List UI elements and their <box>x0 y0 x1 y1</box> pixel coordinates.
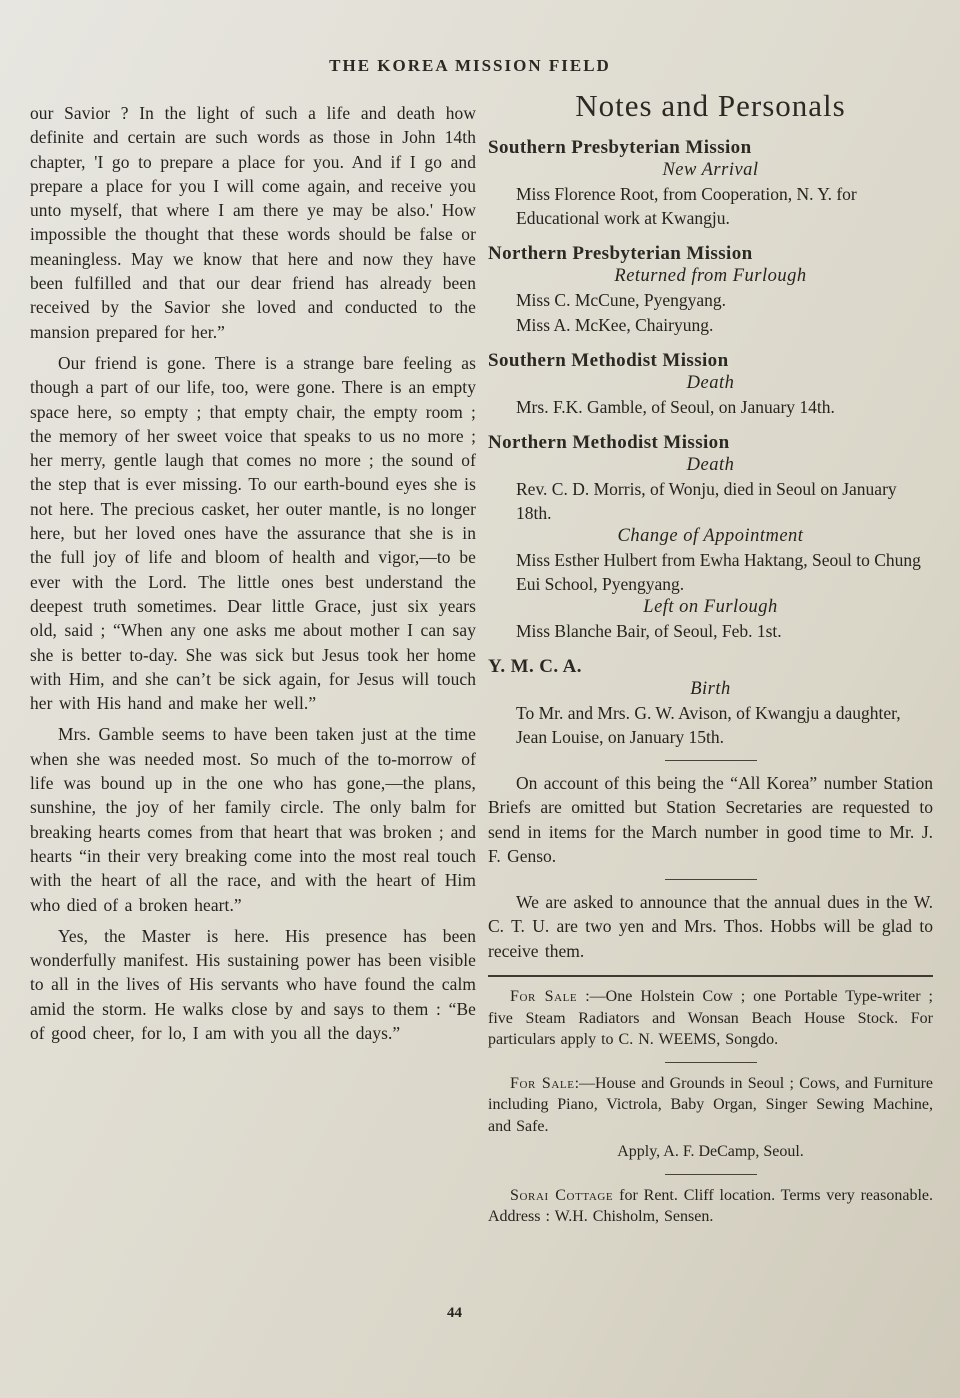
subheading: Returned from Furlough <box>614 266 807 286</box>
divider-rule <box>665 1174 757 1175</box>
notice-paragraph: On account of this being the “All Korea” number Station Briefs are omitted but Station Secretaries are requested to send in items for the March number in good time to Mr. J. F. Genso. <box>488 773 933 866</box>
mission-heading: Southern Presbyterian Mission <box>488 137 752 158</box>
mission-heading: Southern Methodist Mission <box>488 350 729 371</box>
entry: Rev. C. D. Morris, of Wonju, died in Seoul on January 18th. <box>516 479 897 523</box>
entry: Miss Florence Root, from Cooperation, N. Y. for Educational work at Kwangju. <box>516 184 857 228</box>
subheading: Left on Furlough <box>643 597 778 617</box>
article-paragraph: Our friend is gone. There is a strange bare feeling as though a part of our life, too, were gone. There is an empty space here, so empty ; that empty chair, the empty room ; the memory of her sweet voice that speaks to us no more ; her merry, gentle laugh that comes no more ; the sound of the step that is ever missing. To our earth-bound eyes she is not here. The precious casket, her outer mantle, is no longer here, but her loved ones have the assurance that she is in the full joy of life and bloom of health and vigor,—to be ever with the Lord. The little ones best understand the deepest truth sometimes. Dear little Grace, just six years old, said ; “When any one asks me about mother I can say she is better to-day. She was sick but Jesus took her home with Him, and she can’t be sick again, for Jesus will touch her with His hand and make her well.” <box>30 352 476 714</box>
mission-section-southern-methodist <box>488 350 933 419</box>
article-paragraph: our Savior ? In the light of such a life and death how definite and certain are such words as those in John 14th chapter, 'I go to prepare a place for you. And if I go and prepare a place for you I will come again, and receive you unto myself, that where I am there ye may be also.' How impossible the thought that these words should be false or meaningless. May we know that here and now they have been fulfilled and that our dear friend has already been received by the Savior she loved and conducted to the mansion prepared for her.” <box>30 103 476 342</box>
ad-lead: For Sale <box>510 988 578 1006</box>
article-paragraph: Yes, the Master is here. His presence has been wonderfully manifest. His sustaining power has been visible to all in the lives of His servants who have found the calm amid the storm. He walks close by and says to them : “Be of good cheer, for lo, I am with you all the days.” <box>30 925 476 1043</box>
ad-lead: For Sale <box>510 1074 575 1092</box>
mission-heading: Northern Methodist Mission <box>488 432 730 453</box>
ad-lead: Sorai Cottage <box>510 1186 614 1204</box>
section-divider-rule <box>488 975 933 977</box>
ad-body: for Rent. Cliff location. Terms very reasonable. Address : W.H. Chisholm, Sensen. <box>488 1186 933 1226</box>
entry: Miss A. McKee, Chairyung. <box>516 315 714 335</box>
notice-paragraph: We are asked to announce that the annual dues in the W. C. T. U. are two yen and Mrs. Thos. Hobbs will be glad to receive them. <box>488 892 933 961</box>
divider-rule <box>665 1062 757 1063</box>
ad-body: :—One Holstein Cow ; one Portable Type-writer ; five Steam Radiators and Wonsan Beach House Stock. For particulars apply to C. N. WEEMS, Songdo. <box>488 988 933 1049</box>
notes-and-personals-title: Notes and Personals <box>575 88 846 123</box>
mission-heading: Northern Presbyterian Mission <box>488 243 753 264</box>
subheading: Death <box>686 373 735 393</box>
entry: Mrs. F.K. Gamble, of Seoul, on January 14th. <box>516 397 835 417</box>
mission-heading: Y. M. C. A. <box>488 656 582 677</box>
subheading: Change of Appointment <box>617 526 804 546</box>
mission-section-southern-presbyterian <box>488 137 933 230</box>
mission-section-northern-methodist <box>488 432 933 643</box>
classified-ad <box>488 1185 933 1228</box>
ad-apply-line: Apply, A. F. DeCamp, Seoul. <box>617 1143 804 1161</box>
mission-section-northern-presbyterian <box>488 243 933 337</box>
entry: Miss C. McCune, Pyengyang. <box>516 290 726 310</box>
page-header-title: THE KOREA MISSION FIELD <box>329 56 611 75</box>
classified-ad <box>488 986 933 1051</box>
classified-ad <box>488 1073 933 1138</box>
mission-section-ymca <box>488 656 933 749</box>
left-column <box>30 101 476 1052</box>
article-paragraph: Mrs. Gamble seems to have been taken just at the time when she was needed most. So much of the to-morrow of life was bound up in the one who has gone,—the plans, sunshine, the joy of her family circle. The only balm for breaking hearts comes from that heart that was broken ; and hearts “in their very breaking come into the most real touch with the heart of all the race, and with the heart of Him who died of a broken heart.” <box>30 724 476 915</box>
entry: To Mr. and Mrs. G. W. Avison, of Kwangju a daughter, Jean Louise, on January 15th. <box>516 703 901 747</box>
subheading: Birth <box>690 679 731 699</box>
ad-body: :—House and Grounds in Seoul ; Cows, and Furniture including Piano, Victrola, Baby Organ, Singer Sewing Machine, and Safe. <box>488 1074 933 1135</box>
page-number: 44 <box>447 1305 462 1321</box>
entry: Miss Esther Hulbert from Ewha Haktang, Seoul to Chung Eui School, Pyengyang. <box>516 550 921 594</box>
divider-rule <box>665 760 757 761</box>
subheading: New Arrival <box>662 160 759 180</box>
entry: Miss Blanche Bair, of Seoul, Feb. 1st. <box>516 621 782 641</box>
subheading: Death <box>686 455 735 475</box>
divider-rule <box>665 879 757 880</box>
right-column <box>488 88 933 1232</box>
